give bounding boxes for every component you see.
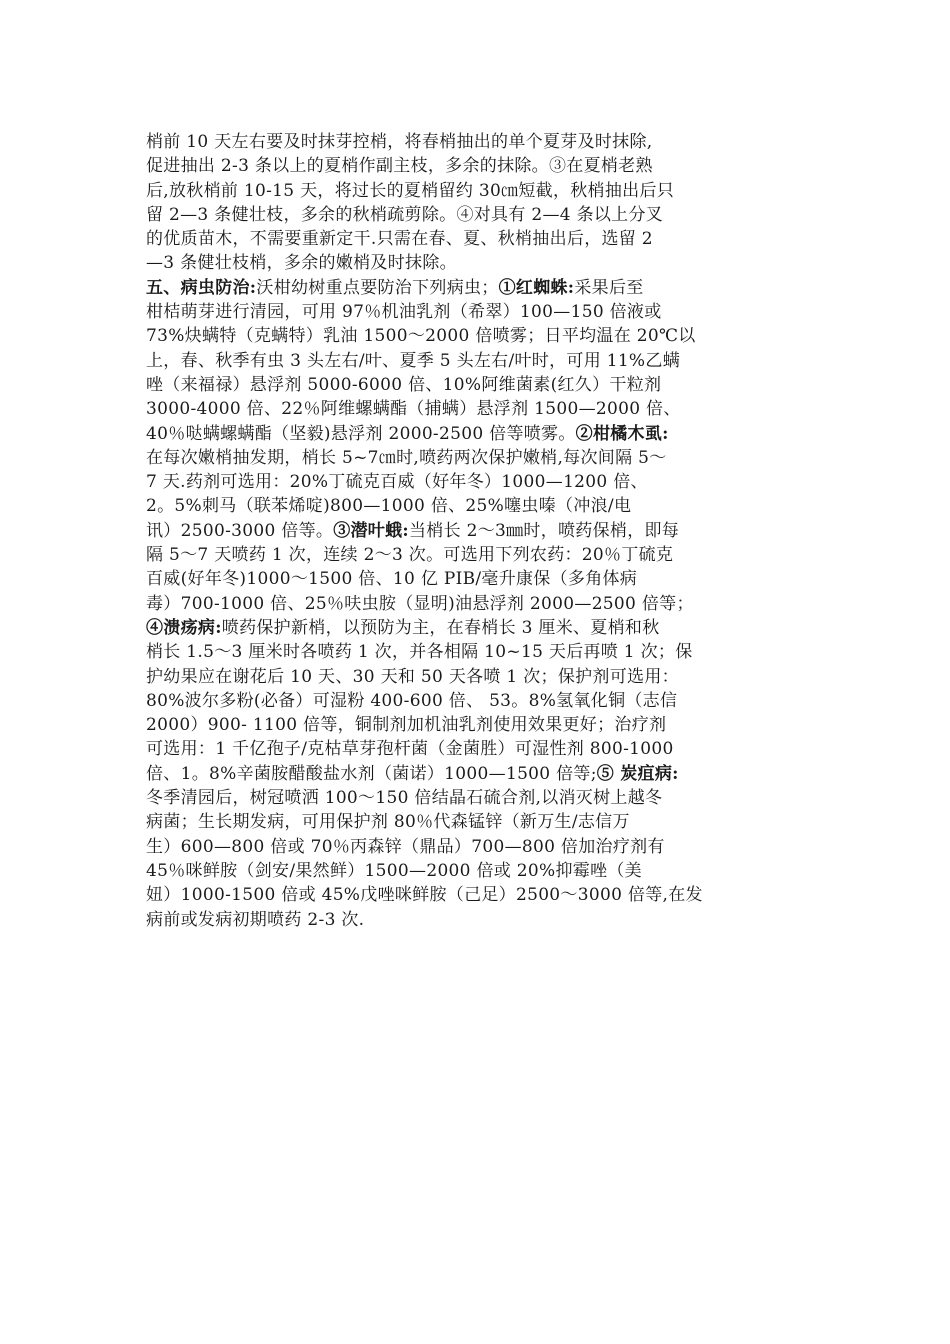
text-line bbox=[146, 592, 816, 616]
body-text: 3000-4000 倍、22％阿维螺螨酯（捕螨）悬浮剂 1500—2000 倍、 bbox=[146, 399, 681, 420]
body-text: 在每次嫩梢抽发期，梢长 5~7㎝时,喷药两次保护嫩梢,每次间隔 5～ bbox=[146, 447, 667, 468]
section-heading: ③潜叶蛾: bbox=[333, 520, 409, 541]
body-text: 妞）1000-1500 倍或 45%戊唑咪鲜胺（己足）2500～3000 倍等,在发 bbox=[146, 885, 703, 906]
body-text: 留 2—3 条健壮枝，多余的秋梢疏剪除。④对具有 2—4 条以上分叉 bbox=[146, 204, 664, 225]
body-text: 45％咪鲜胺（剑安/果然鲜）1500—2000 倍或 20%抑霉唑（美 bbox=[146, 860, 642, 881]
body-text: 采果后至 bbox=[574, 277, 644, 298]
text-line bbox=[146, 786, 816, 810]
body-text: 可选用：1 千亿孢子/克枯草芽孢杆菌（金菌胜）可湿性剂 800-1000 bbox=[146, 739, 674, 760]
body-text: 的优质苗木，不需要重新定干.只需在春、夏、秋梢抽出后，选留 2 bbox=[146, 229, 653, 250]
body-text: 喷药保护新梢，以预防为主，在春梢长 3 厘米、夏梢和秋 bbox=[221, 617, 660, 638]
text-line bbox=[146, 737, 816, 761]
text-line bbox=[146, 397, 816, 421]
body-text: 护幼果应在谢花后 10 天、30 天和 50 天各喷 1 次；保护剂可选用： bbox=[146, 666, 679, 687]
body-text: —3 条健壮枝梢，多余的嫩梢及时抹除。 bbox=[146, 253, 457, 274]
body-text: 百威(好年冬)1000～1500 倍、10 亿 PIB/毫升康保（多角体病 bbox=[146, 569, 638, 590]
text-line bbox=[146, 203, 816, 227]
section-heading: 五、病虫防治: bbox=[146, 277, 257, 298]
section-heading: ⑤ 炭疽病: bbox=[596, 763, 679, 784]
body-text: 2000）900- 1100 倍等，铜制剂加机油乳剂使用效果更好；治疗剂 bbox=[146, 715, 667, 736]
text-line bbox=[146, 567, 816, 591]
text-line bbox=[146, 665, 816, 689]
body-text: 梢长 1.5～3 厘米时各喷药 1 次，并各相隔 10~15 天后再喷 1 次；保 bbox=[146, 642, 693, 663]
body-text: 梢前 10 天左右要及时抹芽控梢，将春梢抽出的单个夏芽及时抹除, bbox=[146, 132, 653, 152]
text-line bbox=[146, 810, 816, 834]
body-text: 唑（来福禄）悬浮剂 5000-6000 倍、10%阿维菌素(红久）干粒剂 bbox=[146, 374, 662, 395]
text-line bbox=[146, 324, 816, 348]
text-line bbox=[146, 446, 816, 470]
text-line bbox=[146, 300, 816, 324]
text-line bbox=[146, 251, 816, 275]
text-line bbox=[146, 835, 816, 859]
text-line bbox=[146, 276, 816, 300]
text-line bbox=[146, 859, 816, 883]
body-text: 病菌；生长期发病，可用保护剂 80％代森锰锌（新万生/志信万 bbox=[146, 812, 630, 833]
body-text: 当梢长 2～3㎜时，喷药保梢，即每 bbox=[408, 520, 680, 541]
text-line bbox=[146, 713, 816, 737]
text-line bbox=[146, 519, 816, 543]
text-line bbox=[146, 640, 816, 664]
text-line bbox=[146, 616, 816, 640]
text-line bbox=[146, 130, 816, 154]
body-text: 讯）2500-3000 倍等。 bbox=[146, 520, 334, 541]
body-text: 后,放秋梢前 10-15 天，将过长的夏梢留约 30㎝短截，秋梢抽出后只 bbox=[146, 180, 675, 201]
body-text: 毒）700-1000 倍、25％呋虫胺（显明)油悬浮剂 2000—2500 倍等； bbox=[146, 593, 694, 614]
text-line bbox=[146, 154, 816, 178]
body-text: 2。5%刺马（联苯烯啶)800—1000 倍、25%噻虫嗪（冲浪/电 bbox=[146, 496, 632, 517]
text-line bbox=[146, 689, 816, 713]
body-text: 柑桔萌芽进行清园，可用 97％机油乳剂（希翠）100—150 倍液或 bbox=[146, 302, 662, 323]
body-text: 80%波尔多粉(必备）可湿粉 400-600 倍、 53。8%氢氧化铜（志信 bbox=[146, 690, 678, 711]
body-text: 冬季清园后，树冠喷洒 100～150 倍结晶石硫合剂,以消灭树上越冬 bbox=[146, 788, 663, 809]
text-line bbox=[146, 494, 816, 518]
section-heading: ④溃疡病: bbox=[146, 617, 222, 638]
body-text: 倍、1。8%辛菌胺醋酸盐水剂（菌诺）1000—1500 倍等; bbox=[146, 763, 597, 784]
text-line bbox=[146, 470, 816, 494]
section-heading: ①红蜘蛛: bbox=[498, 277, 575, 298]
text-line bbox=[146, 908, 816, 932]
body-text: 病前或发病初期喷药 2-3 次. bbox=[146, 909, 365, 930]
body-text: 上，春、秋季有虫 3 头左右/叶、夏季 5 头左右/叶时，可用 11%乙螨 bbox=[146, 350, 680, 371]
text-line bbox=[146, 762, 816, 786]
text-line bbox=[146, 349, 816, 373]
text-line bbox=[146, 373, 816, 397]
body-text: 促进抽出 2-3 条以上的夏梢作副主枝，多余的抹除。③在夏梢老熟 bbox=[146, 156, 653, 177]
text-line bbox=[146, 227, 816, 251]
text-line bbox=[146, 883, 816, 907]
body-text: 沃柑幼树重点要防治下列病虫； bbox=[256, 277, 499, 298]
body-text: 73%炔螨特（克螨特）乳油 1500～2000 倍喷雾；日平均温在 20℃以 bbox=[146, 326, 696, 347]
body-text: 生）600—800 倍或 70％丙森锌（鼎品）700—800 倍加治疗剂有 bbox=[146, 836, 665, 857]
text-line bbox=[146, 422, 816, 446]
body-text: 隔 5～7 天喷药 1 次，连续 2～3 次。可选用下列农药：20％丁硫克 bbox=[146, 545, 674, 566]
body-text: 40％哒螨螺螨酯（坚毅)悬浮剂 2000-2500 倍等喷雾。 bbox=[146, 423, 576, 444]
document-body-text bbox=[146, 130, 816, 932]
body-text: 7 天.药剂可选用：20%丁硫克百威（好年冬）1000—1200 倍、 bbox=[146, 472, 648, 493]
text-line bbox=[146, 179, 816, 203]
section-heading: ②柑橘木虱: bbox=[575, 423, 669, 444]
text-line bbox=[146, 543, 816, 567]
